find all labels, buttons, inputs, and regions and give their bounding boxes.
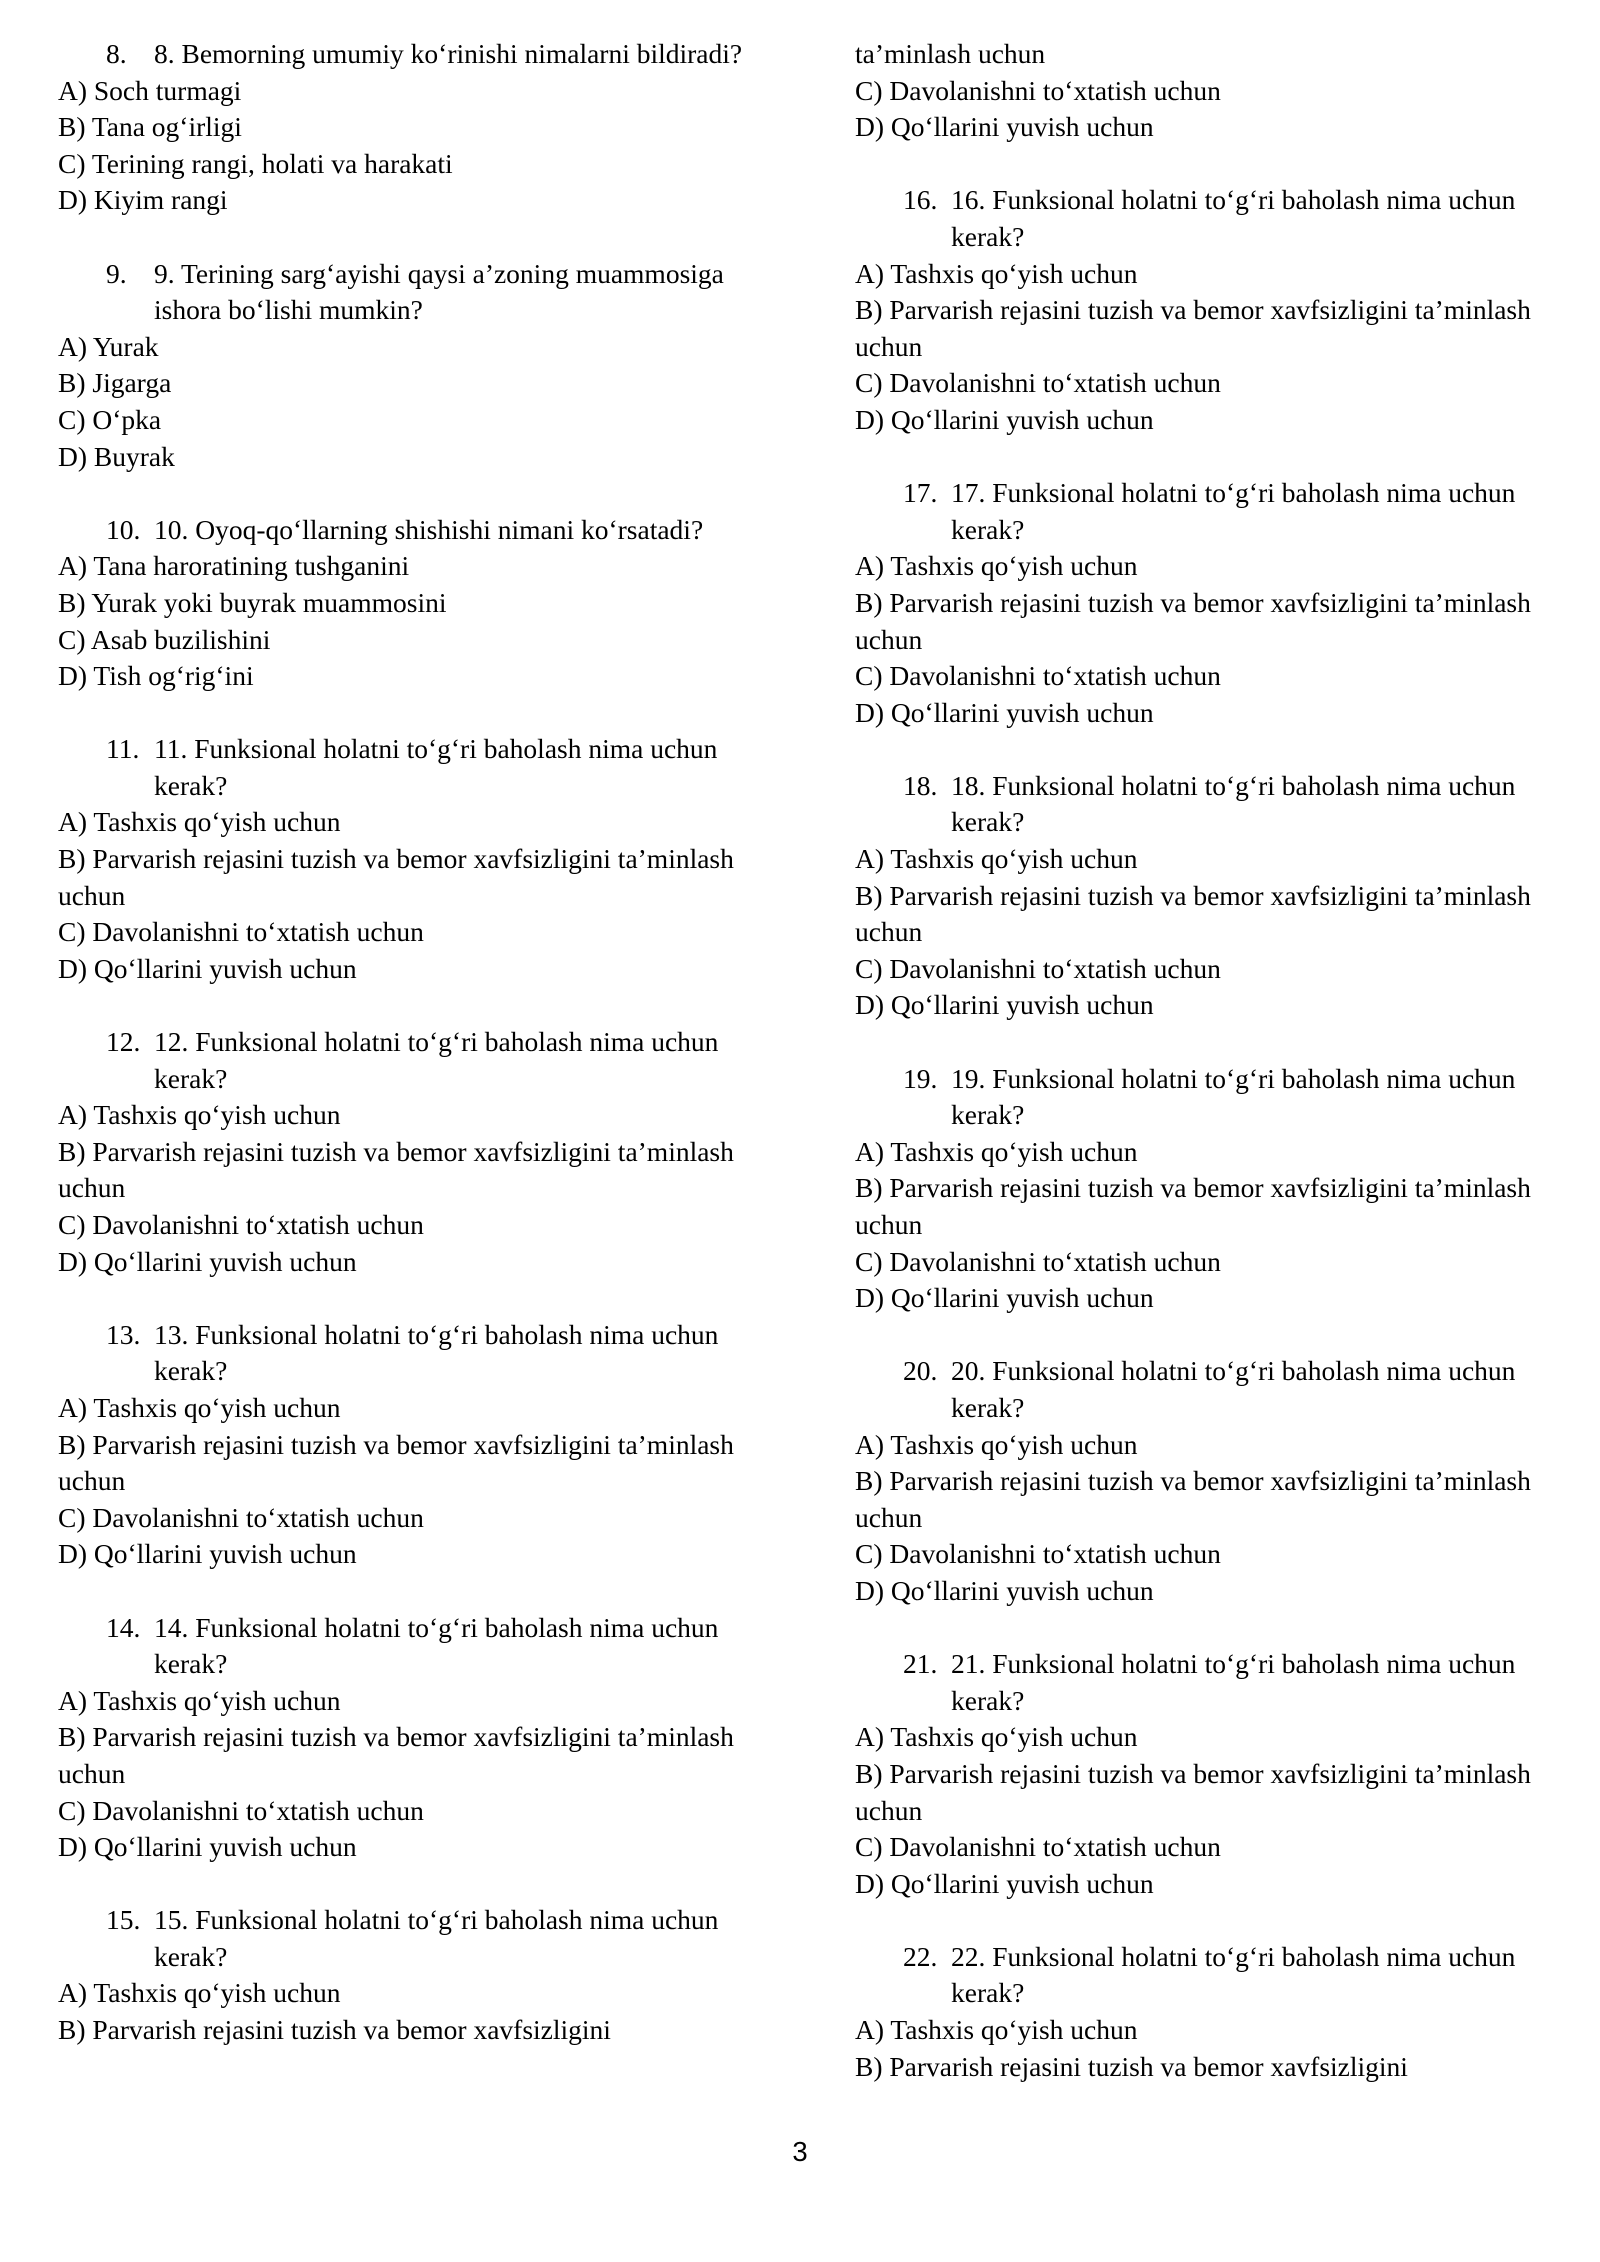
question-number: 8. bbox=[106, 38, 127, 69]
question-heading bbox=[58, 731, 778, 804]
answer-option: C) Davolanishni to‘xtatish uchun bbox=[58, 1501, 424, 1533]
question-block bbox=[855, 182, 1575, 438]
right-column bbox=[855, 36, 1575, 2122]
answer-option: D) Kiyim rangi bbox=[58, 184, 228, 216]
answer-option: C) Terining rangi, holati va harakati bbox=[58, 147, 453, 179]
answer-option: C) Davolanishni to‘xtatish uchun bbox=[855, 952, 1221, 984]
question-number: 10. bbox=[106, 513, 141, 545]
question-heading bbox=[58, 1024, 778, 1097]
question-heading bbox=[855, 182, 1575, 255]
answer-option: B) Parvarish rejasini tuzish va bemor xavfsizligini ta’minlash uchun bbox=[855, 1172, 1531, 1240]
answer-option: C) O‘pka bbox=[58, 403, 162, 435]
answer-option: B) Jigarga bbox=[58, 367, 172, 399]
answer-option: A) Tashxis qo‘yish uchun bbox=[58, 1391, 341, 1423]
question-heading bbox=[855, 768, 1575, 841]
answer-option: A) Tashxis qo‘yish uchun bbox=[855, 1721, 1138, 1753]
answer-option: C) Davolanishni to‘xtatish uchun bbox=[855, 1831, 1221, 1863]
question-number: 14. bbox=[106, 1611, 141, 1643]
answer-option: B) Parvarish rejasini tuzish va bemor xavfsizligini ta’minlash uchun bbox=[58, 843, 734, 911]
question-block bbox=[855, 768, 1575, 1024]
question-heading bbox=[58, 36, 778, 73]
question-block bbox=[58, 1902, 778, 2048]
answer-option: B) Parvarish rejasini tuzish va bemor xavfsizligini ta’minlash uchun bbox=[855, 1757, 1531, 1826]
answer-option: C) Davolanishni to‘xtatish uchun bbox=[58, 1209, 424, 1240]
answer-option: D) Qo‘llarini yuvish uchun bbox=[855, 989, 1154, 1021]
continued-question-block bbox=[855, 36, 1575, 146]
question-text: 22. Funksional holatni to‘g‘ri baholash nima uchun kerak? bbox=[951, 1940, 1516, 2009]
answer-option: A) Tashxis qo‘yish uchun bbox=[855, 550, 1138, 582]
answer-option: D) Qo‘llarini yuvish uchun bbox=[855, 1282, 1154, 1314]
question-text: 17. Funksional holatni to‘g‘ri baholash nima uchun kerak? bbox=[951, 477, 1516, 545]
question-text: 19. Funksional holatni to‘g‘ri baholash nima uchun kerak? bbox=[951, 1062, 1516, 1131]
answer-option: B) Parvarish rejasini tuzish va bemor xavfsizligini ta’minlash uchun bbox=[855, 294, 1531, 362]
answer-option: C) Davolanishni to‘xtatish uchun bbox=[58, 916, 424, 948]
question-number: 22. bbox=[903, 1940, 938, 1972]
answer-option: A) Yurak bbox=[58, 330, 159, 362]
question-number: 11. bbox=[106, 733, 140, 765]
answer-option: C) Davolanishni to‘xtatish uchun bbox=[58, 1794, 424, 1826]
answer-option: C) Davolanishni to‘xtatish uchun bbox=[855, 1538, 1221, 1570]
answer-option: D) Qo‘llarini yuvish uchun bbox=[58, 1538, 357, 1570]
question-number: 9. bbox=[106, 257, 127, 289]
question-number: 12. bbox=[106, 1026, 141, 1058]
answer-option: B) Parvarish rejasini tuzish va bemor xavfsizligini ta’minlash uchun bbox=[58, 1721, 734, 1789]
left-column bbox=[58, 36, 778, 2085]
answer-option: A) Tashxis qo‘yish uchun bbox=[855, 1135, 1138, 1167]
answer-option: B) Parvarish rejasini tuzish va bemor xavfsizligini bbox=[58, 2014, 611, 2046]
answer-option: C) Davolanishni to‘xtatish uchun bbox=[855, 367, 1221, 399]
answer-option: B) Parvarish rejasini tuzish va bemor xavfsizligini ta’minlash uchun bbox=[855, 1465, 1531, 1533]
answer-option: B) Parvarish rejasini tuzish va bemor xavfsizligini ta’minlash uchun bbox=[58, 1428, 734, 1497]
answer-option: A) Tashxis qo‘yish uchun bbox=[58, 1684, 341, 1716]
question-heading bbox=[58, 1902, 778, 1975]
question-number: 16. bbox=[903, 184, 938, 216]
question-heading bbox=[58, 1610, 778, 1683]
answer-option: D) Tish og‘rig‘ini bbox=[58, 660, 254, 692]
question-text: 13. Funksional holatni to‘g‘ri baholash nima uchun kerak? bbox=[154, 1318, 719, 1387]
question-text: 18. Funksional holatni to‘g‘ri baholash nima uchun kerak? bbox=[951, 769, 1516, 838]
answer-option: A) Tashxis qo‘yish uchun bbox=[58, 1099, 341, 1131]
continued-answer-line: C) Davolanishni to‘xtatish uchun bbox=[855, 74, 1221, 106]
question-text: 9. Terining sarg‘ayishi qaysi a’zoning muammosiga ishora bo‘lishi mumkin? bbox=[154, 257, 724, 326]
answer-option: A) Tashxis qo‘yish uchun bbox=[58, 806, 341, 838]
question-number: 19. bbox=[903, 1062, 938, 1094]
answer-option: D) Qo‘llarini yuvish uchun bbox=[855, 403, 1154, 435]
question-heading bbox=[58, 256, 778, 329]
question-heading bbox=[855, 1061, 1575, 1134]
question-heading bbox=[855, 475, 1575, 548]
answer-option: A) Tashxis qo‘yish uchun bbox=[855, 2014, 1138, 2046]
question-text: 14. Funksional holatni to‘g‘ri baholash nima uchun kerak? bbox=[154, 1611, 719, 1680]
answer-option: D) Buyrak bbox=[58, 440, 175, 472]
question-text: 20. Funksional holatni to‘g‘ri baholash nima uchun kerak? bbox=[951, 1355, 1516, 1423]
question-number: 15. bbox=[106, 1904, 141, 1936]
question-block bbox=[855, 1353, 1575, 1609]
question-text: 21. Funksional holatni to‘g‘ri baholash nima uchun kerak? bbox=[951, 1648, 1516, 1716]
answer-option: D) Qo‘llarini yuvish uchun bbox=[855, 1574, 1154, 1606]
continued-answer-line: D) Qo‘llarini yuvish uchun bbox=[855, 111, 1154, 143]
answer-option: D) Qo‘llarini yuvish uchun bbox=[58, 952, 357, 984]
question-text: 16. Funksional holatni to‘g‘ri baholash nima uchun kerak? bbox=[951, 184, 1516, 252]
answer-option: A) Tashxis qo‘yish uchun bbox=[855, 257, 1138, 289]
answer-option: B) Parvarish rejasini tuzish va bemor xavfsizligini ta’minlash uchun bbox=[58, 1135, 734, 1204]
question-heading bbox=[855, 1939, 1575, 2012]
question-block bbox=[58, 1610, 778, 1866]
question-block bbox=[58, 36, 778, 219]
question-block bbox=[855, 1939, 1575, 2085]
question-number: 21. bbox=[903, 1648, 938, 1680]
page-number: 3 bbox=[792, 2136, 808, 2167]
answer-option: B) Tana og‘irligi bbox=[58, 111, 242, 143]
question-block bbox=[855, 1061, 1575, 1317]
answer-option: D) Qo‘llarini yuvish uchun bbox=[855, 696, 1154, 728]
question-text: 12. Funksional holatni to‘g‘ri baholash nima uchun kerak? bbox=[154, 1026, 719, 1094]
continued-answer-line: ta’minlash uchun bbox=[855, 38, 1046, 69]
answer-option: B) Yurak yoki buyrak muammosini bbox=[58, 586, 447, 618]
question-block bbox=[58, 256, 778, 476]
answer-option: A) Soch turmagi bbox=[58, 74, 242, 106]
answer-option: B) Parvarish rejasini tuzish va bemor xavfsizligini bbox=[855, 2050, 1408, 2082]
question-block bbox=[58, 731, 778, 987]
answer-option: D) Qo‘llarini yuvish uchun bbox=[58, 1831, 357, 1863]
question-text: 15. Funksional holatni to‘g‘ri baholash nima uchun kerak? bbox=[154, 1904, 719, 1972]
answer-option: A) Tashxis qo‘yish uchun bbox=[855, 1428, 1138, 1460]
question-text: 8. Bemorning umumiy ko‘rinishi nimalarni bildiradi? bbox=[154, 38, 743, 69]
question-number: 18. bbox=[903, 769, 938, 801]
answer-option: C) Asab buzilishini bbox=[58, 623, 271, 655]
question-heading bbox=[58, 512, 778, 549]
answer-option: A) Tashxis qo‘yish uchun bbox=[855, 843, 1138, 875]
answer-option: C) Davolanishni to‘xtatish uchun bbox=[855, 1245, 1221, 1277]
question-number: 17. bbox=[903, 477, 938, 509]
question-number: 20. bbox=[903, 1355, 938, 1387]
answer-option: C) Davolanishni to‘xtatish uchun bbox=[855, 660, 1221, 692]
question-heading bbox=[855, 1353, 1575, 1426]
question-heading bbox=[58, 1317, 778, 1390]
answer-option: D) Qo‘llarini yuvish uchun bbox=[855, 1867, 1154, 1899]
answer-option: A) Tashxis qo‘yish uchun bbox=[58, 1977, 341, 2009]
question-text: 11. Funksional holatni to‘g‘ri baholash nima uchun kerak? bbox=[154, 733, 718, 801]
question-block bbox=[58, 1024, 778, 1280]
answer-option: D) Qo‘llarini yuvish uchun bbox=[58, 1245, 357, 1277]
question-block bbox=[58, 512, 778, 695]
question-text: 10. Oyoq-qo‘llarning shishishi nimani ko‘rsatadi? bbox=[154, 513, 704, 545]
question-number: 13. bbox=[106, 1318, 141, 1350]
question-block bbox=[855, 1646, 1575, 1902]
answer-option: A) Tana haroratining tushganini bbox=[58, 550, 410, 582]
answer-option: B) Parvarish rejasini tuzish va bemor xavfsizligini ta’minlash uchun bbox=[855, 586, 1531, 655]
question-heading bbox=[855, 1646, 1575, 1719]
answer-option: B) Parvarish rejasini tuzish va bemor xavfsizligini ta’minlash uchun bbox=[855, 879, 1531, 948]
question-block bbox=[855, 475, 1575, 731]
question-block bbox=[58, 1317, 778, 1573]
